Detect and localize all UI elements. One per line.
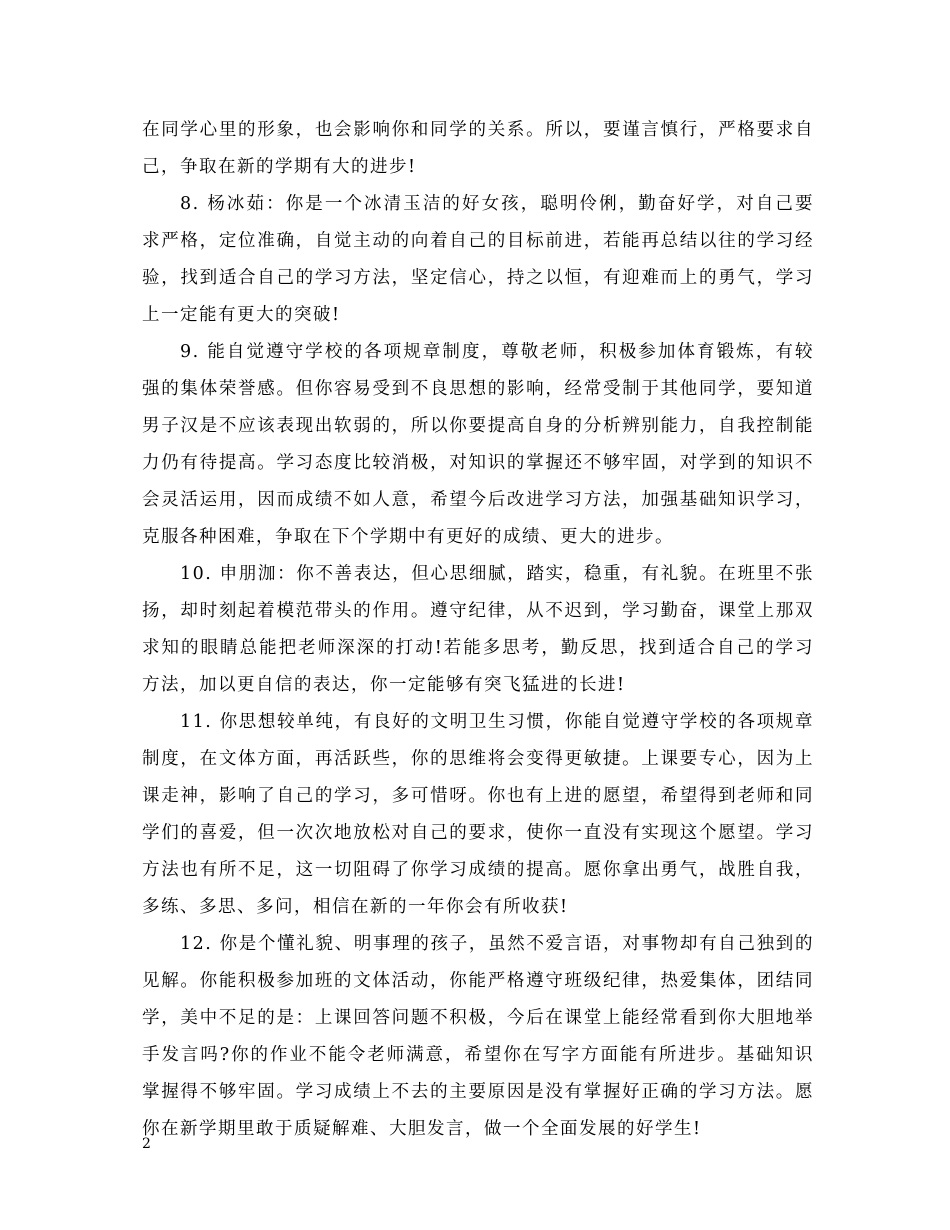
paragraph-comment-9: 9. 能自觉遵守学校的各项规章制度，尊敬老师，积极参加体育锻炼，有较强的集体荣誉感。但你容易受到不良思想的影响，经常受制于其他同学，要知道男子汉是不应该表现出软弱的，所以你要提高自身的分析辨别能力，自我控制能力仍有待提高。学习态度比较消极，对知识的掌握还不够牢固，对学到的知识不会灵活运用，因而成绩不如人意，希望今后改进学习方法，加强基础知识学习，克服各种困难，争取在下个学期中有更好的成绩、更大的进步。 <box>142 342 814 547</box>
page-number: 2 <box>142 1136 151 1152</box>
paragraph-comment-10: 10. 申朋泇：你不善表达，但心思细腻，踏实，稳重，有礼貌。在班里不张扬，却时刻起着模范带头的作用。遵守纪律，从不迟到，学习勤奋，课堂上那双求知的眼睛总能把老师深深的打动!若能多思考，勤反思，找到适合自己的学习方法，加以更自信的表达，你一定能够有突飞猛进的长进! <box>142 564 814 695</box>
paragraph-comment-12: 12. 你是个懂礼貌、明事理的孩子，虽然不爱言语，对事物却有自己独到的见解。你能积极参加班的文体活动，你能严格遵守班级纪律，热爱集体，团结同学，美中不足的是：上课回答问题不积极，今后在课堂上能经常看到你大胆地举手发言吗?你的作业不能令老师满意，希望你在写字方面能有所进步。基础知识掌握得不够牢固。学习成绩上不去的主要原因是没有掌握好正确的学习方法。愿你在新学期里敢于质疑解难、大胆发言，做一个全面发展的好学生! <box>142 934 814 1139</box>
document-body <box>142 112 814 1148</box>
paragraph-comment-8: 8. 杨冰茹：你是一个冰清玉洁的好女孩，聪明伶俐，勤奋好学，对自己要求严格，定位准确，自觉主动的向着自己的目标前进，若能再总结以往的学习经验，找到适合自己的学习方法，坚定信心，持之以恒，有迎难而上的勇气，学习上一定能有更大的突破! <box>142 194 814 325</box>
paragraph-comment-11: 11. 你思想较单纯，有良好的文明卫生习惯，你能自觉遵守学校的各项规章制度，在文体方面，再活跃些，你的思维将会变得更敏捷。上课要专心，因为上课走神，影响了自己的学习，多可惜呀。你也有上进的愿望，希望得到老师和同学们的喜爱，但一次次地放松对自己的要求，使你一直没有实现这个愿望。学习方法也有所不足，这一切阻碍了你学习成绩的提高。愿你拿出勇气，战胜自我，多练、多思、多问，相信在新的一年你会有所收获! <box>142 712 814 917</box>
paragraph-continuation: 在同学心里的形象，也会影响你和同学的关系。所以，要谨言慎行，严格要求自己，争取在新的学期有大的进步! <box>142 120 814 177</box>
